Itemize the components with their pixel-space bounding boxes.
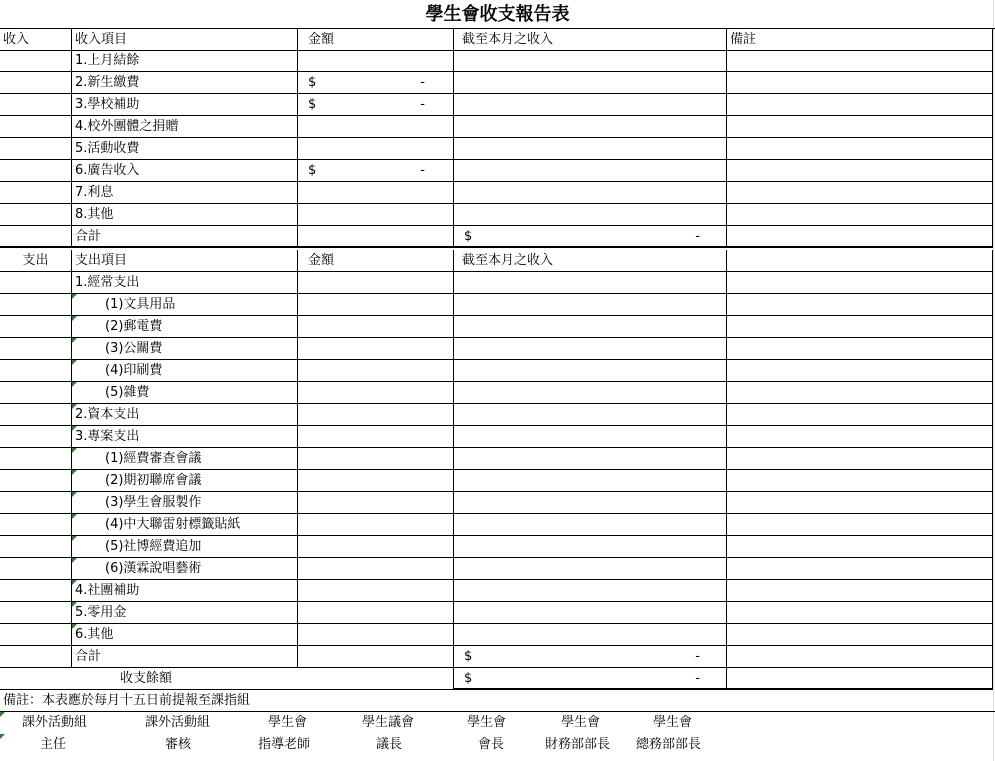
expense-amount-cell[interactable] [298, 360, 454, 382]
expense-item-label[interactable]: 2.資本支出 [72, 404, 298, 426]
expense-cumulative-cell[interactable] [454, 470, 727, 492]
expense-amount-cell[interactable] [298, 404, 454, 426]
income-section-cell[interactable] [0, 204, 72, 226]
income-item-label[interactable]: 1.上月結餘 [72, 50, 298, 72]
income-remark-cell[interactable] [727, 94, 993, 116]
expense-item-label[interactable]: (4)中大聯雷射標籤貼紙 [72, 514, 298, 536]
expense-row [0, 580, 995, 602]
expense-amount-cell[interactable] [298, 492, 454, 514]
expense-section-cell[interactable] [0, 536, 72, 558]
expense-item-label[interactable]: (2)郵電費 [72, 316, 298, 338]
note-row [0, 690, 995, 712]
income-remark-header[interactable]: 備註 [727, 29, 993, 51]
expense-item-label[interactable]: 1.經常支出 [72, 272, 298, 294]
cell-indicator-icon [72, 382, 77, 387]
selection-marquee [430, 356, 565, 357]
expense-amount-cell[interactable] [298, 558, 454, 580]
expense-cumulative-cell[interactable] [454, 382, 727, 404]
expense-cumulative-cell[interactable] [454, 360, 727, 382]
expense-amount-cell[interactable] [298, 272, 454, 294]
expense-remark-cell[interactable] [727, 580, 993, 602]
expense-item-label[interactable]: (1)經費審查會議 [72, 448, 298, 470]
expense-row [0, 382, 995, 404]
expense-total-row [0, 646, 995, 668]
income-cumulative-cell[interactable] [454, 50, 727, 72]
expense-amount-cell[interactable] [298, 536, 454, 558]
expense-section-cell[interactable] [0, 514, 72, 536]
expense-row [0, 470, 995, 492]
expense-amount-cell[interactable] [298, 448, 454, 470]
report-note[interactable]: 備註：本表應於每月十五日前提報至課指組 [3, 693, 251, 708]
expense-cumulative-cell[interactable] [454, 294, 727, 316]
expense-amount-cell[interactable] [298, 514, 454, 536]
expense-cumulative-cell[interactable] [454, 426, 727, 448]
expense-remark-cell[interactable] [727, 514, 993, 536]
income-total-cumulative[interactable] [454, 226, 727, 248]
expense-section-label[interactable]: 支出 [0, 250, 72, 272]
zero-dash: - [695, 671, 700, 686]
expense-remark-cell[interactable] [727, 492, 993, 514]
income-total-label[interactable]: 合計 [72, 226, 298, 248]
expense-section-cell[interactable] [0, 404, 72, 426]
expense-section-cell[interactable] [0, 316, 72, 338]
expense-amount-cell[interactable] [298, 470, 454, 492]
expense-item-label[interactable]: (3)學生會服製作 [72, 492, 298, 514]
expense-row [0, 316, 995, 338]
currency-symbol: $ [464, 671, 473, 686]
income-section-cell[interactable] [0, 138, 72, 160]
signature-role[interactable]: 會長 [478, 737, 505, 752]
expense-row [0, 272, 995, 294]
income-remark-cell[interactable] [727, 182, 993, 204]
expense-section-cell[interactable] [0, 558, 72, 580]
cell-indicator-icon [72, 360, 77, 365]
signature-title[interactable]: 學生會 [653, 715, 693, 730]
expense-section-cell[interactable] [0, 580, 72, 602]
income-section-cell[interactable] [0, 226, 72, 248]
expense-cumulative-cell[interactable] [454, 272, 727, 294]
expense-row [0, 360, 995, 382]
income-row [0, 182, 995, 204]
currency-symbol: $ [308, 97, 317, 112]
income-amount-cell[interactable] [298, 204, 454, 226]
expense-section-cell[interactable] [0, 360, 72, 382]
currency-symbol: $ [464, 229, 473, 244]
expense-item-label[interactable]: 3.專案支出 [72, 426, 298, 448]
signature-title[interactable]: 學生會 [268, 715, 308, 730]
income-amount-cell[interactable] [298, 138, 454, 160]
expense-total-cumulative[interactable] [454, 646, 727, 668]
expense-row [0, 602, 995, 624]
expense-item-label[interactable]: 6.其他 [72, 624, 298, 646]
expense-row [0, 448, 995, 470]
income-cumulative-cell[interactable] [454, 182, 727, 204]
income-item-label[interactable]: 5.活動收費 [72, 138, 298, 160]
expense-cumulative-cell[interactable] [454, 624, 727, 646]
income-amount-cell[interactable] [298, 182, 454, 204]
expense-cumulative-cell[interactable] [454, 536, 727, 558]
income-section-cell[interactable] [0, 160, 72, 182]
zero-dash: - [695, 229, 700, 244]
expense-section-cell[interactable] [0, 470, 72, 492]
expense-item-label[interactable]: 5.零用金 [72, 602, 298, 624]
income-remark-cell[interactable] [727, 204, 993, 226]
signature-title[interactable]: 學生會 [561, 715, 601, 730]
cell-indicator-icon [0, 734, 5, 739]
cell-indicator-icon [72, 338, 77, 343]
income-cumulative-cell[interactable] [454, 94, 727, 116]
income-row [0, 50, 995, 72]
cell-indicator-icon [72, 536, 77, 541]
currency-symbol: $ [308, 75, 317, 90]
expense-remark-cell[interactable] [727, 558, 993, 580]
income-item-header[interactable]: 收入項目 [72, 29, 298, 51]
expense-remark-cell[interactable] [727, 294, 993, 316]
expense-amount-cell[interactable] [298, 580, 454, 602]
expense-item-label[interactable]: (5)社博經費追加 [72, 536, 298, 558]
expense-remark-cell[interactable] [727, 382, 993, 404]
expense-remark-cell[interactable] [727, 338, 993, 360]
expense-remark-cell[interactable] [727, 602, 993, 624]
signature-role[interactable]: 指導老師 [258, 737, 311, 752]
income-section-cell[interactable] [0, 116, 72, 138]
expense-cumulative-cell[interactable] [454, 558, 727, 580]
expense-row [0, 514, 995, 536]
expense-item-label[interactable]: (5)雜費 [72, 382, 298, 404]
cell-indicator-icon [72, 294, 77, 299]
signature-title[interactable]: 學生會 [467, 715, 507, 730]
zero-dash: - [420, 97, 425, 112]
expense-item-label[interactable]: (1)文具用品 [72, 294, 298, 316]
expense-amount-cell[interactable] [298, 602, 454, 624]
expense-row [0, 404, 995, 426]
expense-section-cell[interactable] [0, 624, 72, 646]
expense-total-amount[interactable] [298, 646, 454, 668]
income-section-label[interactable]: 收入 [0, 29, 72, 51]
signature-role[interactable]: 財務部部長 [545, 737, 611, 752]
expense-total-label[interactable]: 合計 [72, 646, 298, 668]
expense-remark-cell[interactable] [727, 250, 993, 272]
cell-indicator-icon [72, 624, 77, 629]
income-section-cell[interactable] [0, 50, 72, 72]
expense-row [0, 558, 995, 580]
expense-amount-header[interactable]: 金額 [298, 250, 454, 272]
expense-row [0, 624, 995, 646]
signature-role[interactable]: 總務部部長 [636, 737, 702, 752]
income-item-label[interactable]: 7.利息 [72, 182, 298, 204]
expense-section-cell[interactable] [0, 602, 72, 624]
income-total-remark[interactable] [727, 226, 993, 248]
expense-remark-cell[interactable] [727, 360, 993, 382]
expense-cumulative-header[interactable]: 截至本月之收入 [454, 250, 727, 272]
currency-symbol: $ [464, 649, 473, 664]
expense-item-label[interactable]: (3)公關費 [72, 338, 298, 360]
balance-row [0, 668, 995, 690]
income-section-cell[interactable] [0, 182, 72, 204]
income-amount-cell[interactable] [298, 94, 454, 116]
income-cumulative-cell[interactable] [454, 72, 727, 94]
expense-section-cell[interactable] [0, 426, 72, 448]
cell-indicator-icon [72, 316, 77, 321]
signature-role[interactable]: 審核 [165, 737, 192, 752]
expense-section-cell[interactable] [0, 338, 72, 360]
signature-title[interactable]: 課外活動組 [22, 715, 88, 730]
income-section-cell[interactable] [0, 72, 72, 94]
income-item-label[interactable]: 6.廣告收入 [72, 160, 298, 182]
expense-cumulative-cell[interactable] [454, 602, 727, 624]
expense-remark-cell[interactable] [727, 448, 993, 470]
expense-row [0, 492, 995, 514]
currency-symbol: $ [308, 163, 317, 178]
cell-indicator-icon [72, 602, 77, 607]
expense-remark-cell[interactable] [727, 470, 993, 492]
income-cumulative-cell[interactable] [454, 138, 727, 160]
expense-section-cell[interactable] [0, 272, 72, 294]
expense-remark-cell[interactable] [727, 536, 993, 558]
expense-remark-cell[interactable] [727, 316, 993, 338]
income-remark-cell[interactable] [727, 138, 993, 160]
cell-indicator-icon [72, 448, 77, 453]
signature-role[interactable]: 議長 [376, 737, 403, 752]
income-amount-cell[interactable] [298, 72, 454, 94]
signature-title[interactable]: 課外活動組 [145, 715, 211, 730]
income-row [0, 204, 995, 226]
expense-remark-cell[interactable] [727, 624, 993, 646]
income-cumulative-header[interactable]: 截至本月之收入 [454, 29, 727, 51]
zero-dash: - [695, 649, 700, 664]
expense-section-cell[interactable] [0, 448, 72, 470]
expense-section-cell[interactable] [0, 294, 72, 316]
report-title[interactable]: 學生會收支報告表 [425, 4, 570, 25]
income-item-label[interactable]: 8.其他 [72, 204, 298, 226]
expense-item-label[interactable]: 4.社團補助 [72, 580, 298, 602]
income-item-label[interactable]: 3.學校補助 [72, 94, 298, 116]
expense-cumulative-cell[interactable] [454, 514, 727, 536]
expense-row [0, 426, 995, 448]
cell-indicator-icon [72, 558, 77, 563]
expense-cumulative-cell[interactable] [454, 580, 727, 602]
income-cumulative-cell[interactable] [454, 160, 727, 182]
income-remark-cell[interactable] [727, 72, 993, 94]
cell-indicator-icon [72, 426, 77, 431]
income-remark-cell[interactable] [727, 160, 993, 182]
income-cumulative-cell[interactable] [454, 116, 727, 138]
signature-role[interactable]: 主任 [40, 737, 67, 752]
expense-amount-cell[interactable] [298, 624, 454, 646]
balance-cumulative[interactable] [454, 668, 727, 690]
balance-remark[interactable] [727, 668, 993, 690]
income-total-row [0, 226, 995, 248]
expense-amount-cell[interactable] [298, 382, 454, 404]
cell-indicator-icon [72, 580, 77, 585]
income-item-label[interactable]: 4.校外團體之捐贈 [72, 116, 298, 138]
expense-remark-cell[interactable] [727, 272, 993, 294]
expense-item-label[interactable]: (2)期初聯席會議 [72, 470, 298, 492]
expense-section-cell[interactable] [0, 646, 72, 668]
cell-indicator-icon [72, 514, 77, 519]
expense-section-cell[interactable] [0, 492, 72, 514]
income-cumulative-cell[interactable] [454, 204, 727, 226]
expense-item-label[interactable]: (6)漢霖說唱藝術 [72, 558, 298, 580]
income-row [0, 72, 995, 94]
expense-item-label[interactable]: (4)印刷費 [72, 360, 298, 382]
income-row [0, 116, 995, 138]
expense-item-header[interactable]: 支出項目 [72, 250, 298, 272]
income-amount-cell[interactable] [298, 116, 454, 138]
income-total-amount[interactable] [298, 226, 454, 248]
expense-cumulative-cell[interactable] [454, 448, 727, 470]
expense-cumulative-cell[interactable] [454, 316, 727, 338]
income-amount-cell[interactable] [298, 50, 454, 72]
income-item-label[interactable]: 2.新生繳費 [72, 72, 298, 94]
expense-cumulative-cell[interactable] [454, 492, 727, 514]
income-row [0, 160, 995, 182]
cell-indicator-icon [72, 492, 77, 497]
signature-row-2 [0, 734, 995, 756]
expense-row [0, 294, 995, 316]
income-remark-cell[interactable] [727, 116, 993, 138]
cell-indicator-icon [72, 470, 77, 475]
cell-indicator-icon [0, 712, 5, 717]
expense-row [0, 536, 995, 558]
expense-remark-cell[interactable] [727, 426, 993, 448]
expense-amount-cell[interactable] [298, 426, 454, 448]
expense-amount-cell[interactable] [298, 294, 454, 316]
income-remark-cell[interactable] [727, 50, 993, 72]
expense-section-cell[interactable] [0, 382, 72, 404]
signature-row-1 [0, 712, 995, 734]
expense-amount-cell[interactable] [298, 316, 454, 338]
income-section-cell[interactable] [0, 94, 72, 116]
income-amount-cell[interactable] [298, 160, 454, 182]
income-header-row [0, 28, 995, 51]
signature-title[interactable]: 學生議會 [362, 715, 415, 730]
expense-header-row [0, 250, 995, 272]
zero-dash: - [420, 75, 425, 90]
expense-total-remark[interactable] [727, 646, 993, 668]
income-row [0, 94, 995, 116]
zero-dash: - [420, 163, 425, 178]
income-row [0, 138, 995, 160]
income-amount-header[interactable]: 金額 [298, 29, 454, 51]
balance-label[interactable]: 收支餘額 [0, 668, 454, 690]
expense-cumulative-cell[interactable] [454, 404, 727, 426]
expense-remark-cell[interactable] [727, 404, 993, 426]
cell-indicator-icon [72, 404, 77, 409]
